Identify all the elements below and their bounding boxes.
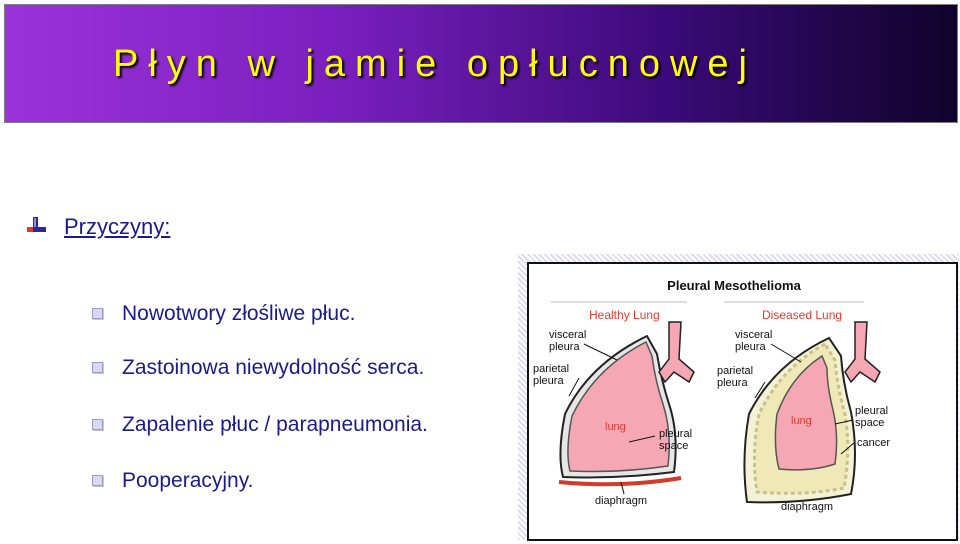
- cancer-label: cancer: [857, 437, 891, 449]
- pleural-space-label: space: [659, 440, 689, 452]
- diseased-lung-label: Diseased Lung: [762, 308, 843, 322]
- pleura-label: pleura: [717, 377, 748, 389]
- slide-title: Płyn w jamie opłucnowej: [113, 43, 757, 85]
- figure-title: Pleural Mesothelioma: [667, 278, 801, 293]
- list-item-text: Pooperacyjny.: [122, 469, 254, 492]
- lung-label: lung: [791, 415, 812, 427]
- mesothelioma-figure: [527, 262, 958, 541]
- parietal-label: parietal: [717, 365, 754, 377]
- diseased-trachea: [845, 322, 880, 382]
- lung-diagram: [529, 264, 956, 539]
- pleura-label: pleura: [549, 341, 580, 353]
- pleura-label: pleura: [735, 341, 766, 353]
- list-item-text: Nowotwory złośliwe płuc.: [122, 302, 356, 325]
- pleural-space-label: pleural: [855, 405, 889, 417]
- square-bullet-icon: [92, 419, 103, 430]
- healthy-lung-label: Healthy Lung: [589, 308, 660, 322]
- list-item-text: Zastoinowa niewydolność serca.: [122, 356, 425, 379]
- visceral-label: visceral: [735, 329, 773, 341]
- pleural-space-label: pleural: [659, 428, 693, 440]
- title-bar: [5, 5, 957, 122]
- healthy-trachea: [659, 322, 694, 382]
- list-item-text: Zapalenie płuc / parapneumonia.: [122, 413, 428, 436]
- pleura-label: pleura: [533, 375, 564, 387]
- causes-heading: Przyczyny:: [64, 214, 171, 239]
- visceral-label: visceral: [549, 329, 587, 341]
- parietal-label: parietal: [533, 363, 570, 375]
- square-bullet-icon: [92, 308, 103, 319]
- square-bullet-icon: [92, 475, 103, 486]
- figure-frame: [518, 254, 959, 540]
- square-bullet-icon: [92, 362, 103, 373]
- bullet-arrow-icon: [27, 217, 47, 235]
- lung-label: lung: [605, 421, 626, 433]
- diaphragm-label: diaphragm: [781, 501, 833, 513]
- pleural-space-label: space: [855, 417, 885, 429]
- diaphragm-label: diaphragm: [595, 495, 647, 507]
